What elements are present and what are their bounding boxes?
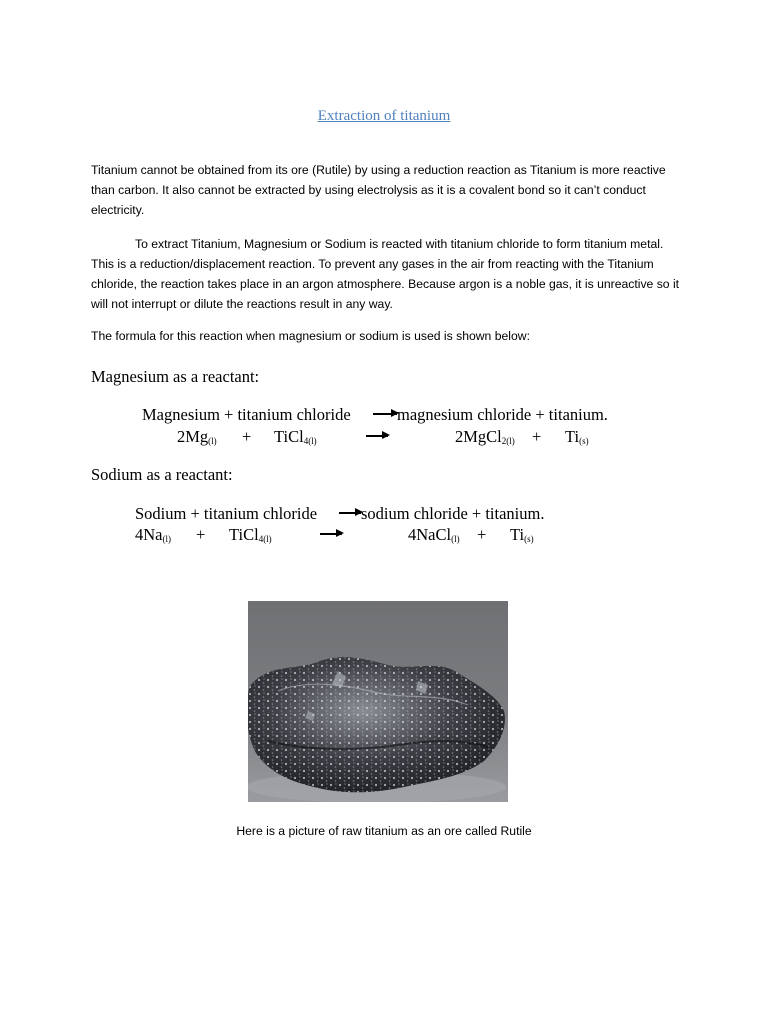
rutile-ore-photo (248, 601, 508, 802)
mg-symbol-arrow (366, 435, 388, 437)
na-symbol-product-1: 4NaCl$_{(l)}$ (408, 525, 460, 544)
mg-symbol-plus-2: + (532, 427, 542, 446)
mg-symbol-plus-1: + (242, 427, 252, 446)
mg-word-products: magnesium chloride + titanium. (397, 405, 608, 424)
mg-symbol-reactant-1: $2Mg_{(l)}$ (177, 427, 217, 446)
na-symbol-plus-2: + (477, 525, 487, 544)
mg-word-reactants: Magnesium + titanium chloride (142, 405, 351, 424)
intro-paragraph: Titanium cannot be obtained from its ore (Rutile) by using a reduction reaction as Titanium is more reactive than carbon. It also cannot be extracted by using electrolysis as it is a covalent bond so it can’t conduct electricity. (91, 163, 666, 217)
page-title: Extraction of titanium (317, 108, 451, 124)
na-word-arrow (339, 512, 361, 514)
mg-symbol-product-2: $Ti_{(s)}$ (565, 427, 589, 446)
na-word-reactants: Sodium + titanium chloride (135, 504, 318, 523)
photo-caption: Here is a picture of raw titanium as an ore called Rutile (236, 824, 532, 838)
na-symbol-product-2: $Ti_{(s)}$ (510, 525, 534, 544)
na-symbol-arrow (320, 533, 342, 535)
mg-word-arrow (373, 413, 397, 415)
magnesium-heading: Magnesium as a reactant: (91, 367, 260, 386)
process-paragraph: To extract Titanium, Magnesium or Sodium is reacted with titanium chloride to form titanium metal. This is a reduction/displacement reaction. To prevent any gases in the air from reacting with the Titanium chloride, the reaction takes place in an argon atmosphere. Because argon is a noble gas, it is unreactive so it will not interrupt or dilute the reactions result in any way. (91, 237, 680, 311)
na-symbol-reactant-2: TiCl$_{4(l)}$ (229, 525, 272, 544)
formula-intro-paragraph: The formula for this reaction when magnesium or sodium is used is shown below: (91, 329, 530, 343)
na-symbol-reactant-1: $4Na_{(l)}$ (135, 525, 171, 544)
na-word-products: sodium chloride + titanium. (361, 504, 545, 523)
mg-symbol-product-1: 2MgCl$_{2(l)}$ (455, 427, 515, 446)
sodium-heading: Sodium as a reactant: (91, 465, 233, 484)
na-symbol-plus-1: + (196, 525, 206, 544)
mg-symbol-reactant-2: TiCl$_{4(l)}$ (274, 427, 317, 446)
